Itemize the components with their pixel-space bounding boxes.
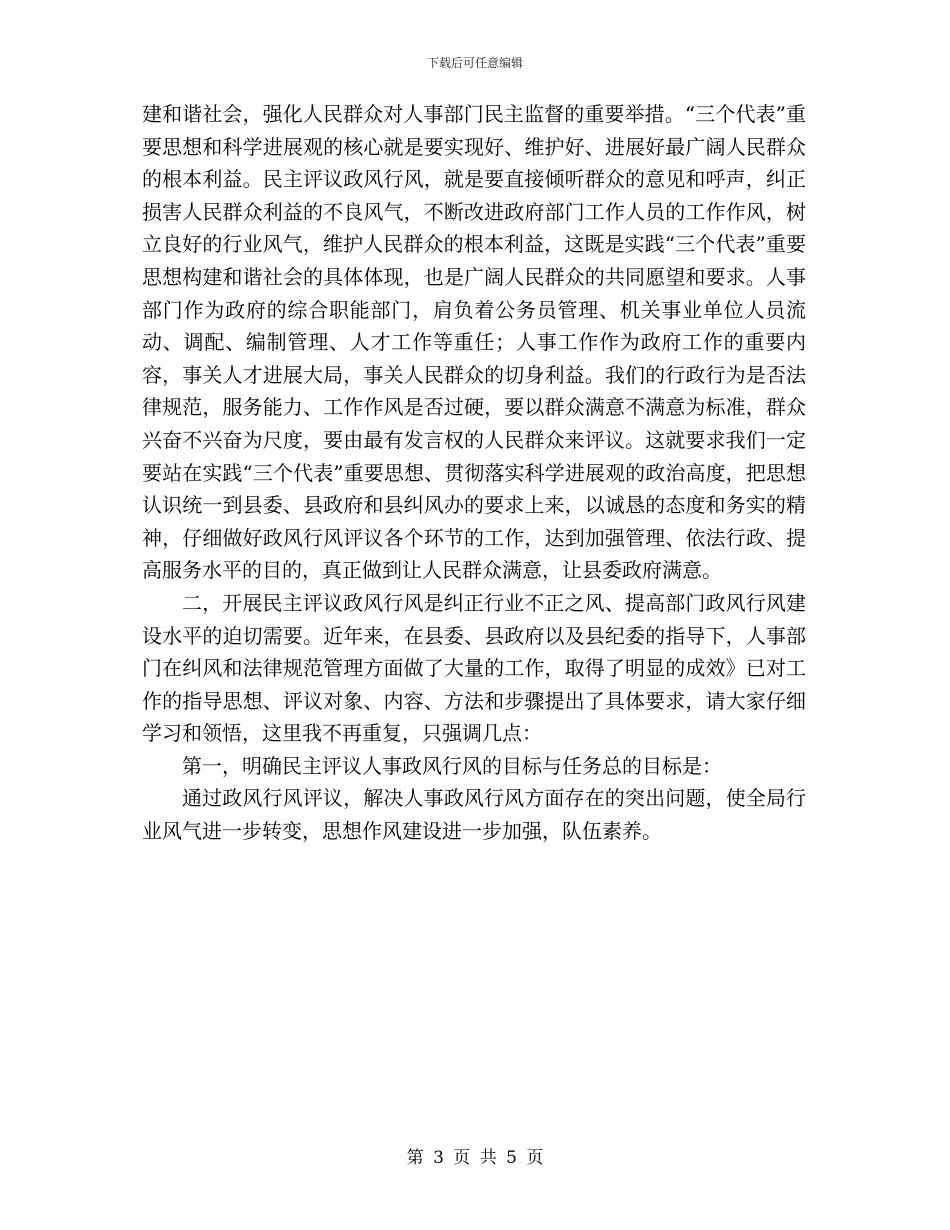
- document-body: [142, 98, 806, 848]
- paragraph-section-two: 二，开展民主评议政风行风是纠正行业不正之风、提高部门政风行风建设水平的迫切需要。近年来，在县委、县政府以及县纪委的指导下，人事部门在纠风和法律规范管理方面做了大量的工作，取得了明显的成效》已对工作的指导思想、评议对象、内容、方法和步骤提出了具体要求，请大家仔细学习和领悟，这里我不再重复，只强调几点：: [142, 590, 806, 746]
- page-header: 下载后可任意编辑: [426, 56, 523, 70]
- page-number-footer: 第 3 页 共 5 页: [406, 1148, 544, 1168]
- paragraph-goal: 通过政风行风评议，解决人事政风行风方面存在的突出问题，使全局行业风气进一步转变，思想作风建设进一步加强，队伍素养。: [142, 786, 806, 844]
- paragraph-first-point: 第一，明确民主评议人事政风行风的目标与任务总的目标是：: [182, 753, 722, 778]
- paragraph-continuation: 建和谐社会，强化人民群众对人事部门民主监督的重要举措。“三个代表”重要思想和科学进展观的核心就是要实现好、维护好、进展好最广阔人民群众的根本利益。民主评议政风行风，就是要直接倾听群众的意见和呼声，纠正损害人民群众利益的不良风气，不断改进政府部门工作人员的工作作风，树立良好的行业风气，维护人民群众的根本利益，这既是实践“三个代表”重要思想构建和谐社会的具体体现，也是广阔人民群众的共同愿望和要求。人事部门作为政府的综合职能部门，肩负着公务员管理、机关事业单位人员流动、调配、编制管理、人才工作等重任；人事工作作为政府工作的重要内容，事关人才进展大局，事关人民群众的切身利益。我们的行政行为是否法律规范，服务能力、工作作风是否过硬，要以群众满意不满意为标准，群众兴奋不兴奋为尺度，要由最有发言权的人民群众来评议。这就要求我们一定要站在实践“三个代表”重要思想、贯彻落实科学进展观的政治高度，把思想认识统一到县委、县政府和县纠风办的要求上来，以诚恳的态度和务实的精神，仔细做好政风行风评议各个环节的工作，达到加强管理、依法行政、提高服务水平的目的，真正做到让人民群众满意，让县委政府满意。: [142, 102, 806, 583]
